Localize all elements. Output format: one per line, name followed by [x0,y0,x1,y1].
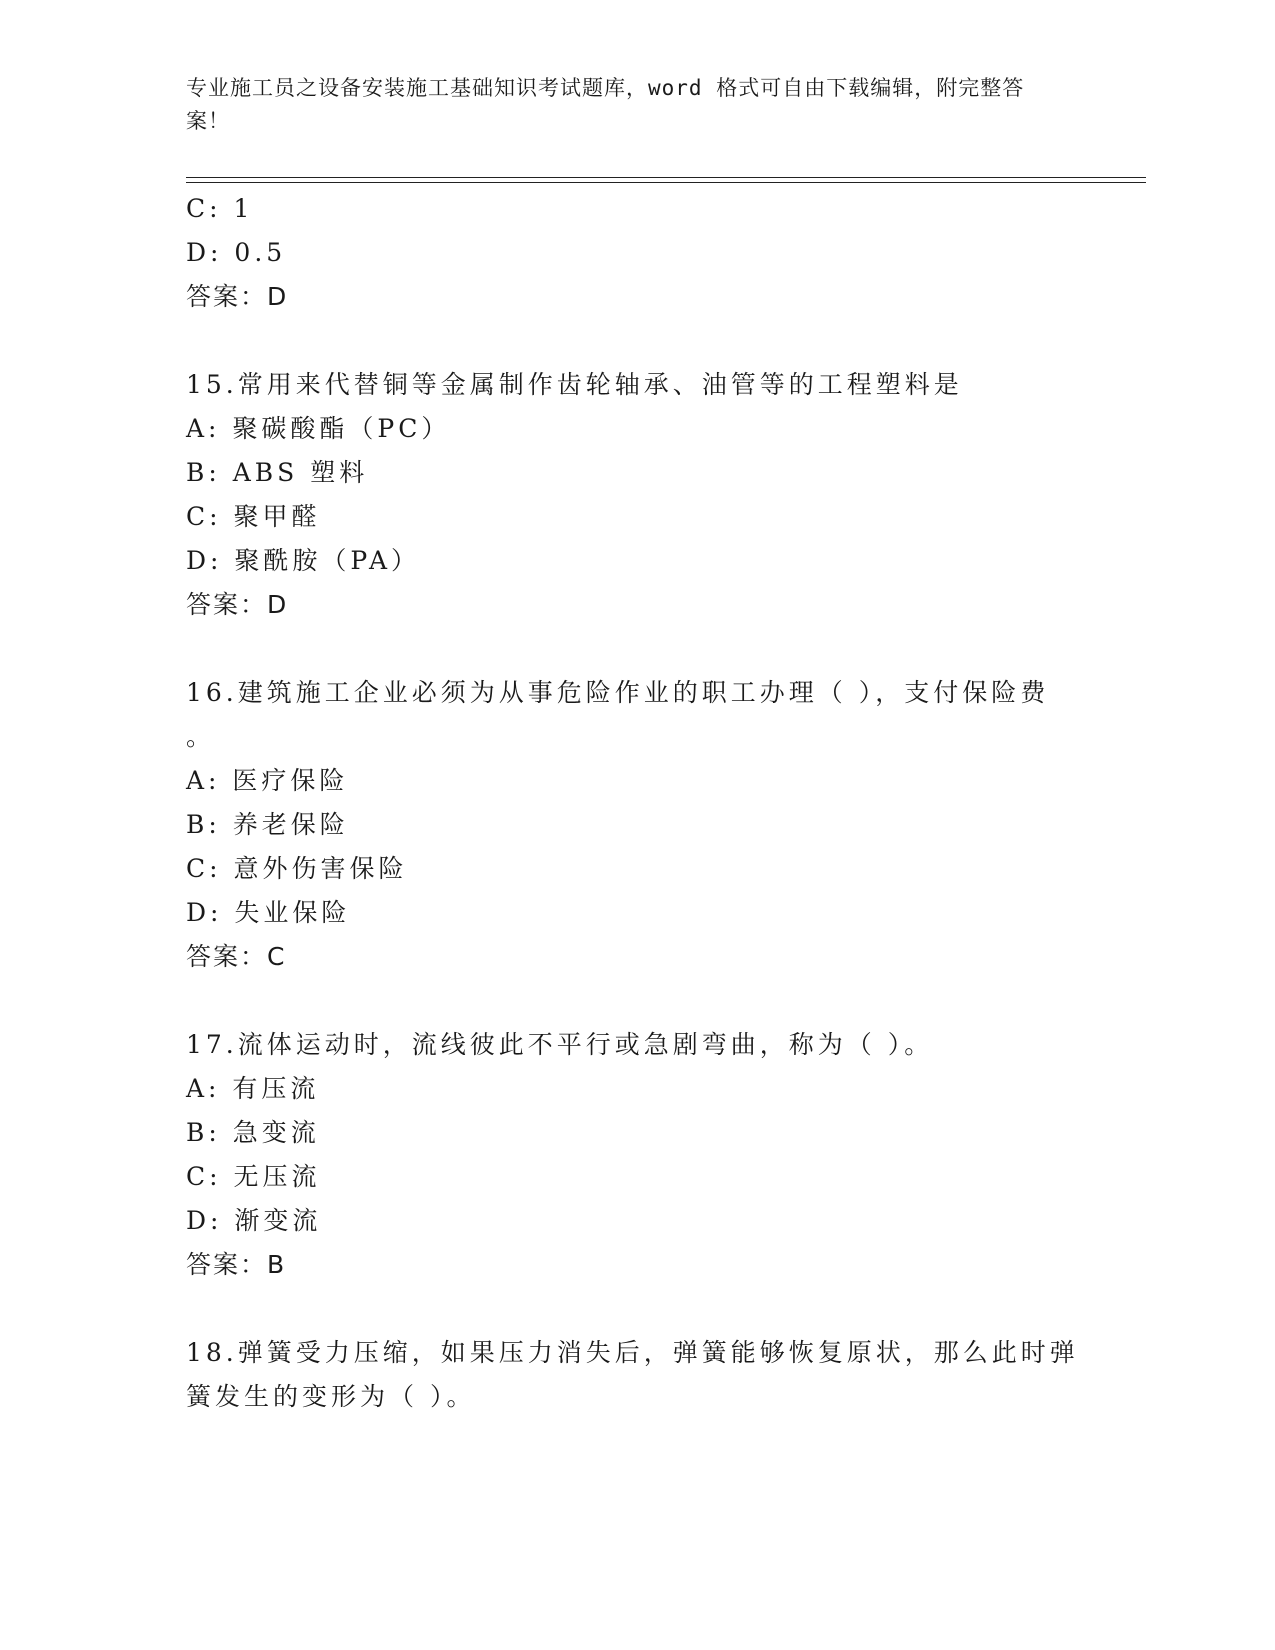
q17-option-d: D: 渐变流 [186,1206,322,1235]
header-divider-top [186,177,1146,178]
q16-option-a: A: 医疗保险 [186,766,349,795]
q17-option-a: A: 有压流 [186,1074,320,1103]
q16-option-d: D: 失业保险 [186,898,351,927]
q17-option-b: B: 急变流 [186,1118,320,1147]
prev-answer: 答案：D [186,282,289,311]
q16-answer: 答案：C [186,942,287,971]
q15-option-a: A: 聚碳酸酯（PC） [186,414,451,443]
document-header: 专业施工员之设备安装施工基础知识考试题库，word 格式可自由下载编辑，附完整答案！ [186,76,1025,133]
q15-option-b: B: ABS 塑料 [186,458,369,487]
q16-stem-line2: 。 [186,722,216,751]
header-divider-bottom [186,182,1146,183]
q15-option-d: D: 聚酰胺（PA） [186,546,420,575]
q15-option-c: C: 聚甲醛 [186,502,321,531]
q18-stem-line1: 18.弹簧受力压缩，如果压力消失后，弹簧能够恢复原状，那么此时弹 [186,1338,1079,1367]
q18-stem-line2: 簧发生的变形为（ ）。 [186,1382,476,1411]
prev-option-c: C: 1 [186,194,254,223]
q16-option-c: C: 意外伤害保险 [186,854,408,883]
q15-answer: 答案：D [186,590,289,619]
q16-stem-line1: 16.建筑施工企业必须为从事危险作业的职工办理（ ），支付保险费 [186,678,1050,707]
q17-answer: 答案：B [186,1250,287,1279]
q17-option-c: C: 无压流 [186,1162,321,1191]
q17-stem: 17.流体运动时，流线彼此不平行或急剧弯曲，称为（ ）。 [186,1030,934,1059]
q16-option-b: B: 养老保险 [186,810,349,839]
q15-stem: 15.常用来代替铜等金属制作齿轮轴承、油管等的工程塑料是 [186,370,963,399]
prev-option-d: D: 0.5 [186,238,287,267]
